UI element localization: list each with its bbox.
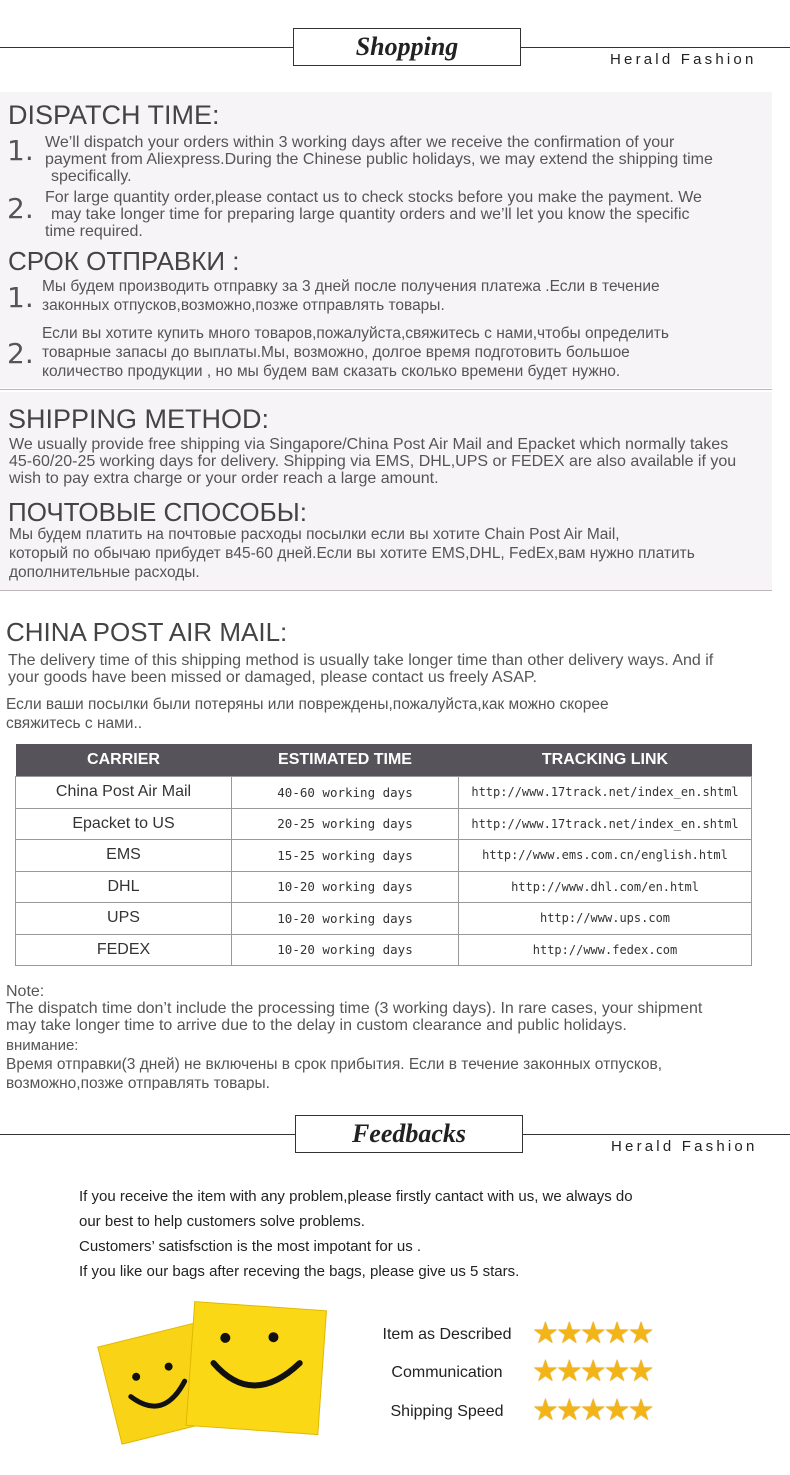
dispatch-item-1-line2: payment from Aliexpress.During the Chinese public holidays, we may extend the shipping time: [45, 151, 713, 168]
dispatch-item-2-line1: For large quantity order,please contact us to check stocks before you make the payment. We: [45, 189, 702, 206]
item-number: 1.: [7, 134, 34, 167]
column-header-carrier: CARRIER: [16, 744, 232, 777]
feedback-line4: If you like our bags after receving the bags, please give us 5 stars.: [79, 1263, 520, 1280]
airmail-line2: your goods have been missed or damaged, please contact us freely ASAP.: [8, 669, 537, 686]
divider: [0, 590, 772, 591]
note-line2: may take longer time to arrive due to the delay in custom clearance and public holidays.: [6, 1017, 627, 1034]
shipping-ru-line3: дополнительные расходы.: [9, 564, 200, 581]
item-number: 1.: [7, 281, 34, 314]
rating-label-shipping-speed: Shipping Speed: [390, 1403, 504, 1420]
feedback-line2: our best to help customers solve problems.: [79, 1213, 365, 1230]
five-stars-icon: ★★★★★: [532, 1317, 652, 1350]
item-number: 2.: [7, 337, 34, 370]
column-header-time: ESTIMATED TIME: [232, 744, 459, 777]
section-title-shopping: Shopping: [293, 28, 521, 66]
carrier-cell: DHL: [16, 871, 232, 903]
carrier-cell: FEDEX: [16, 934, 232, 966]
shipping-ru-line1: Мы будем платить на почтовые расходы посылки если вы хотите Chain Post Air Mail,: [9, 526, 620, 543]
time-cell: 40-60 working days: [232, 777, 459, 809]
shipping-title: SHIPPING METHOD:: [8, 404, 270, 434]
dispatch-item-1-line1: We’ll dispatch your orders within 3 working days after we receive the confirmation of your: [45, 134, 675, 151]
header-rule-left: [0, 47, 294, 48]
shipping-line2: 45-60/20-25 working days for delivery. Shipping via EMS, DHL,UPS or FEDEX are also available if you: [9, 453, 737, 470]
header-rule-left: [0, 1134, 296, 1135]
note-label: Note:: [6, 983, 45, 1000]
shipping-table: [15, 744, 752, 966]
brand-name: Herald Fashion: [610, 51, 757, 68]
feedback-line1: If you receive the item with any problem,please firstly cantact with us, we always do: [79, 1188, 633, 1205]
tracking-link[interactable]: http://www.17track.net/index_en.shtml: [459, 777, 752, 809]
feedback-line3: Customers’ satisfsction is the most impotant for us .: [79, 1238, 422, 1255]
dispatch-item-2-line2: may take longer time for preparing large quantity orders and we’ll let you know the specific: [51, 206, 690, 223]
five-stars-icon: ★★★★★: [532, 1394, 652, 1427]
dispatch-ru-title: СРОК ОТПРАВКИ :: [8, 246, 240, 276]
dispatch-title: DISPATCH TIME:: [8, 100, 220, 130]
time-cell: 10-20 working days: [232, 903, 459, 935]
table-row: [16, 871, 752, 903]
shipping-ru-line2: который по обычаю прибудет в45-60 дней.Если вы хотите EMS,DHL, FedEx,вам нужно платить: [9, 545, 695, 562]
table-header-row: [16, 744, 752, 777]
tracking-link[interactable]: http://www.fedex.com: [459, 934, 752, 966]
table-row: [16, 808, 752, 840]
dispatch-item-1-line3: specifically.: [51, 168, 132, 185]
note-ru-line1: Время отправки(3 дней) не включены в срок прибытия. Если в течение законных отпусков,: [6, 1056, 663, 1073]
dispatch-ru-item-2-line1: Если вы хотите купить много товаров,пожалуйста,свяжитесь с нами,чтобы определить: [42, 325, 669, 342]
carrier-cell: UPS: [16, 903, 232, 935]
dispatch-ru-item-2-line2: товарные запасы до выплаты.Мы, возможно, долгое время подготовить большое: [42, 344, 630, 361]
time-cell: 15-25 working days: [232, 840, 459, 872]
shipping-line1: We usually provide free shipping via Singapore/China Post Air Mail and Epacket which normally takes: [9, 436, 729, 453]
divider: [0, 389, 772, 390]
dispatch-item-2-line3: time required.: [45, 223, 143, 240]
note-ru-line2: возможно,позже отправлять товары.: [6, 1075, 270, 1090]
note-line1: The dispatch time don’t include the processing time (3 working days). In rare cases, your shipment: [6, 1000, 703, 1017]
time-cell: 10-20 working days: [232, 871, 459, 903]
header-rule-right: [521, 1134, 790, 1135]
section-title-feedbacks: Feedbacks: [295, 1115, 523, 1153]
brand-name: Herald Fashion: [611, 1138, 758, 1155]
tracking-link[interactable]: http://www.dhl.com/en.html: [459, 871, 752, 903]
header-rule-right: [520, 47, 790, 48]
shipping-ru-title: ПОЧТОВЫЕ СПОСОБЫ:: [8, 497, 307, 527]
note-ru-label: внимание:: [6, 1037, 79, 1054]
table-row: [16, 777, 752, 809]
tracking-link[interactable]: http://www.17track.net/index_en.shtml: [459, 808, 752, 840]
table-row: [16, 840, 752, 872]
item-number: 2.: [7, 192, 34, 225]
dispatch-ru-item-1-line1: Мы будем производить отправку за 3 дней после получения платежа .Если в течение: [42, 278, 660, 295]
airmail-ru-line2: свяжитесь с нами..: [6, 715, 143, 732]
tracking-link[interactable]: http://www.ups.com: [459, 903, 752, 935]
table-row: [16, 934, 752, 966]
airmail-ru-line1: Если ваши посылки были потеряны или повреждены,пожалуйста,как можно скорее: [6, 696, 609, 713]
airmail-line1: The delivery time of this shipping method is usually take longer time than other delivery ways. And if: [8, 652, 714, 669]
carrier-cell: China Post Air Mail: [16, 777, 232, 809]
shipping-line3: wish to pay extra charge or your order reach a large amount.: [9, 470, 439, 487]
rating-label-communication: Communication: [391, 1364, 503, 1381]
rating-label-item-described: Item as Described: [382, 1326, 512, 1343]
time-cell: 20-25 working days: [232, 808, 459, 840]
column-header-link: TRACKING LINK: [459, 744, 752, 777]
time-cell: 10-20 working days: [232, 934, 459, 966]
dispatch-ru-item-1-line2: законных отпусков,возможно,позже отправлять товары.: [42, 297, 445, 314]
carrier-cell: EMS: [16, 840, 232, 872]
tracking-link[interactable]: http://www.ems.com.cn/english.html: [459, 840, 752, 872]
five-stars-icon: ★★★★★: [532, 1355, 652, 1388]
dispatch-ru-item-2-line3: количество продукции , но мы будем вам сказать сколько времени будет нужно.: [42, 363, 621, 380]
smiley-notes-icon: [95, 1300, 335, 1450]
carrier-cell: Epacket to US: [16, 808, 232, 840]
table-row: [16, 903, 752, 935]
airmail-title: CHINA POST AIR MAIL:: [6, 617, 288, 647]
